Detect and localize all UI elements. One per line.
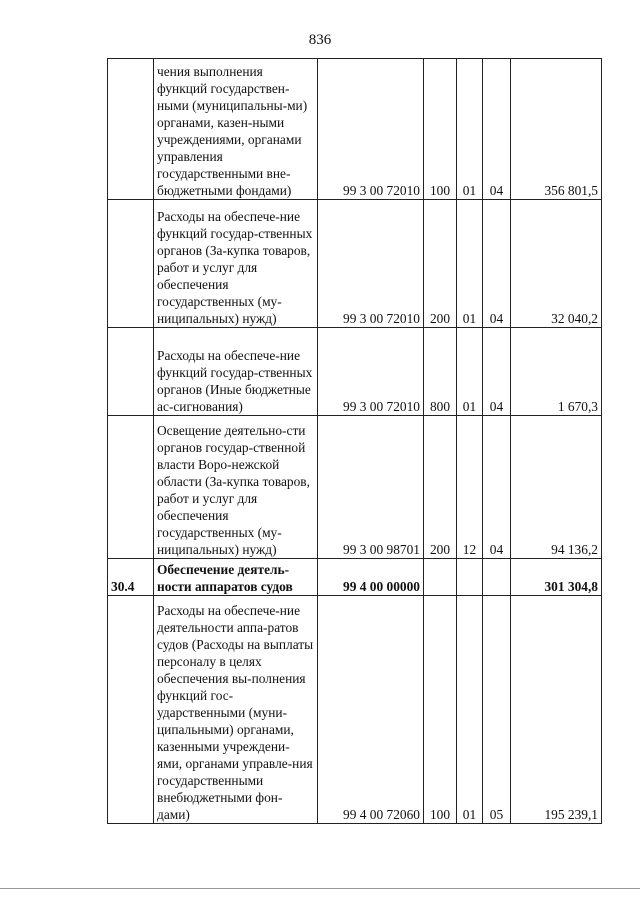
table-row	[108, 328, 602, 416]
target-article-code: 99 3 00 98701	[318, 416, 424, 559]
row-number	[108, 416, 154, 559]
subsection-code: 04	[483, 59, 511, 200]
table-row	[108, 596, 602, 824]
expense-name: Обеспечение деятель-ности аппаратов судов	[154, 559, 318, 596]
budget-table	[107, 58, 602, 824]
expense-name: Расходы на обеспече-ние функций государ-ственных органов (За-купка товаров, работ и услуг для обеспечения государственных (му-ниципальных) нужд)	[154, 200, 318, 328]
expense-type-code: 200	[424, 416, 457, 559]
table-row-section	[108, 559, 602, 596]
row-number	[108, 596, 154, 824]
target-article-code: 99 4 00 72060	[318, 596, 424, 824]
row-number	[108, 328, 154, 416]
amount: 94 136,2	[511, 416, 602, 559]
expense-name: чения выполнения функций государствен-ными (муниципальны-ми) органами, казен-ными учреждениями, органами управления государственными вне-бюджетными фондами)	[154, 59, 318, 200]
expense-type-code: 100	[424, 596, 457, 824]
target-article-code: 99 3 00 72010	[318, 328, 424, 416]
subsection-code: 04	[483, 200, 511, 328]
row-number	[108, 59, 154, 200]
expense-type-code: 800	[424, 328, 457, 416]
amount: 1 670,3	[511, 328, 602, 416]
section-code: 12	[457, 416, 483, 559]
expense-name: Освещение деятельно-сти органов государ-ственной власти Воро-нежской области (За-купка товаров, работ и услуг для обеспечения государственных (му-ниципальных) нужд)	[154, 416, 318, 559]
target-article-code: 99 4 00 00000	[318, 559, 424, 596]
section-code	[457, 559, 483, 596]
table-row	[108, 59, 602, 200]
expense-type-code	[424, 559, 457, 596]
amount: 195 239,1	[511, 596, 602, 824]
expense-type-code: 200	[424, 200, 457, 328]
subsection-code: 04	[483, 416, 511, 559]
section-code: 01	[457, 59, 483, 200]
section-code: 01	[457, 328, 483, 416]
amount: 301 304,8	[511, 559, 602, 596]
row-number	[108, 200, 154, 328]
page-number: 836	[308, 32, 332, 48]
amount: 32 040,2	[511, 200, 602, 328]
section-code: 01	[457, 200, 483, 328]
amount: 356 801,5	[511, 59, 602, 200]
subsection-code: 05	[483, 596, 511, 824]
expense-name: Расходы на обеспече-ние деятельности аппа-ратов судов (Расходы на выплаты персоналу в целях обеспечения вы-полнения функций гос-ударственными (муни-ципальными) органами, казенными учреждени-ями, органами управле-ния государственными внебюджетными фон-дами)	[154, 596, 318, 824]
expense-name: Расходы на обеспече-ние функций государ-ственных органов (Иные бюджетные ас-сигнования)	[154, 328, 318, 416]
budget-table-body	[108, 59, 602, 824]
page-bottom-divider	[0, 888, 640, 889]
target-article-code: 99 3 00 72010	[318, 200, 424, 328]
expense-type-code: 100	[424, 59, 457, 200]
subsection-code: 04	[483, 328, 511, 416]
table-row	[108, 416, 602, 559]
section-code: 01	[457, 596, 483, 824]
target-article-code: 99 3 00 72010	[318, 59, 424, 200]
subsection-code	[483, 559, 511, 596]
row-number: 30.4	[108, 559, 154, 596]
table-row	[108, 200, 602, 328]
